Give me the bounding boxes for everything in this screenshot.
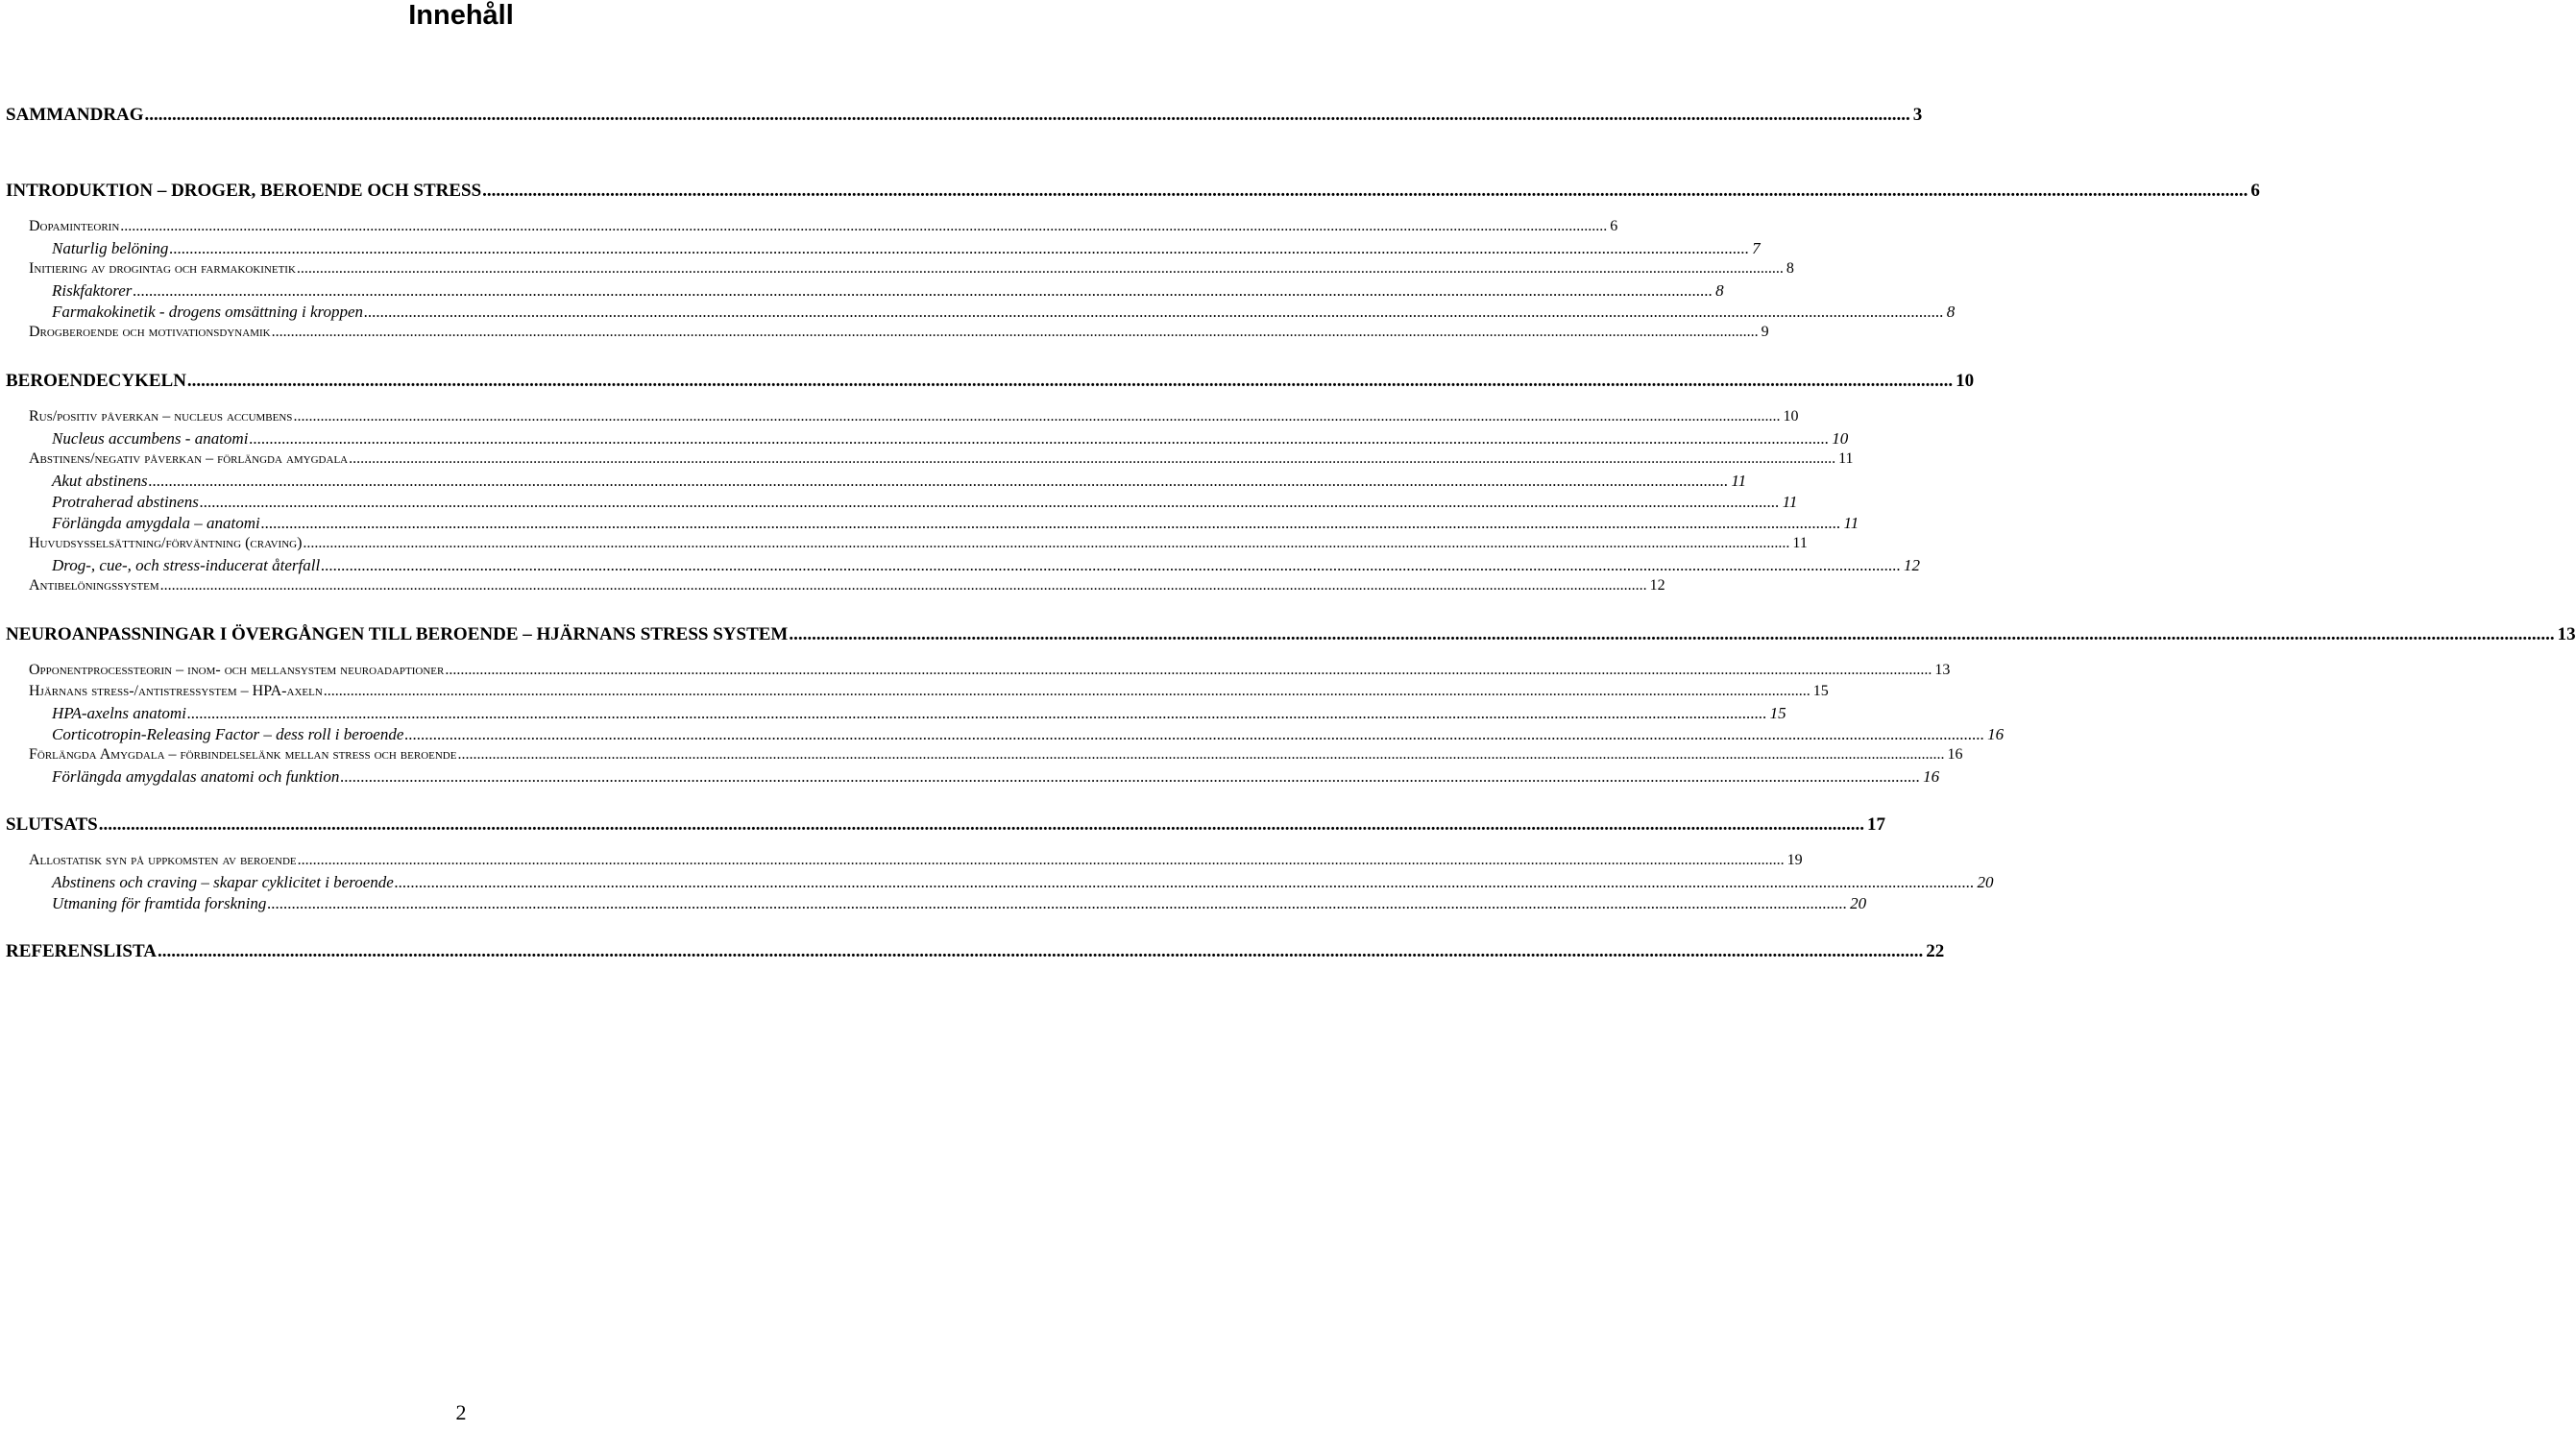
toc-entry[interactable] xyxy=(0,535,1808,552)
toc-entry-page: 11 xyxy=(1838,450,1854,467)
toc-entry-title: Riskfaktorer xyxy=(52,281,133,300)
toc-entry[interactable] xyxy=(0,493,1798,512)
toc-entry[interactable] xyxy=(0,683,1829,700)
toc-entry[interactable] xyxy=(0,371,1975,392)
toc-dot-leader xyxy=(349,450,1835,468)
toc-dot-leader xyxy=(200,493,1780,512)
toc-entry[interactable] xyxy=(0,852,1803,869)
toc-entry[interactable] xyxy=(0,814,1886,836)
toc-entry-title: Dopaminteorin xyxy=(29,218,120,234)
toc-entry[interactable] xyxy=(0,514,1859,533)
toc-entry[interactable] xyxy=(0,260,1794,278)
toc-entry-page: 12 xyxy=(1903,556,1920,574)
toc-dot-leader xyxy=(249,429,1829,449)
toc-entry-title: Akut abstinens xyxy=(52,472,148,490)
toc-dot-leader xyxy=(404,725,1984,744)
toc-entry-title: REFERENSLISTA xyxy=(6,941,157,961)
toc-entry-title: Förlängda amygdalas anatomi och funktion xyxy=(52,767,340,786)
toc-entry-page: 13 xyxy=(1934,662,1951,678)
toc-entry-page: 6 xyxy=(1610,218,1618,234)
page-title: Innehåll xyxy=(408,0,514,31)
toc-entry-page: 6 xyxy=(2250,181,2260,201)
toc-entry[interactable] xyxy=(0,218,1618,235)
toc-entry-title: Initiering av drogintag och farmakokinetik xyxy=(29,260,296,277)
toc-dot-leader xyxy=(293,408,1780,425)
toc-entry-page: 12 xyxy=(1649,577,1665,594)
toc-entry-title: INTRODUKTION – DROGER, BEROENDE OCH STRESS xyxy=(6,181,482,201)
toc-dot-leader xyxy=(149,472,1729,491)
toc-entry-page: 10 xyxy=(1956,371,1975,391)
toc-entry-page: 20 xyxy=(1977,873,1994,891)
toc-entry-page: 22 xyxy=(1926,941,1945,961)
toc-entry-title: Antibelöningssystem xyxy=(29,577,159,594)
toc-entry[interactable] xyxy=(0,873,1994,892)
toc-entry-title: HPA-axelns anatomi xyxy=(52,704,186,722)
toc-entry[interactable] xyxy=(0,662,1951,679)
toc-entry-page: 16 xyxy=(1987,725,2005,743)
toc-dot-leader xyxy=(187,371,1953,392)
toc-dot-leader xyxy=(120,218,1607,235)
toc-dot-leader xyxy=(445,662,1932,679)
toc-entry-page: 16 xyxy=(1923,767,1940,786)
toc-entry-page: 10 xyxy=(1783,408,1799,425)
toc-entry[interactable] xyxy=(0,181,2260,202)
toc-entry-title: Förlängda Amygdala – förbindelselänk mellan stress och beroende xyxy=(29,746,457,763)
toc-entry-title: SAMMANDRAG xyxy=(6,105,144,125)
toc-entry-page: 17 xyxy=(1867,814,1886,835)
toc-entry-title: Farmakokinetik - drogens omsättning i kroppen xyxy=(52,303,364,321)
page-number: 2 xyxy=(455,1400,467,1424)
toc-entry[interactable] xyxy=(0,324,1769,341)
toc-dot-leader xyxy=(272,324,1759,341)
toc-dot-leader xyxy=(457,746,1944,764)
toc-dot-leader xyxy=(321,556,1901,575)
toc-entry-page: 10 xyxy=(1832,429,1849,448)
toc-entry-title: BEROENDECYKELN xyxy=(6,371,186,391)
toc-dot-leader xyxy=(324,683,1810,700)
toc-dot-leader xyxy=(133,281,1713,301)
toc-dot-leader xyxy=(261,514,1841,533)
toc-entry-title: Drogberoende och motivationsdynamik xyxy=(29,324,271,340)
toc-entry-title: NEUROANPASSNINGAR I ÖVERGÅNGEN TILL BEROENDE – HJÄRNANS STRESS SYSTEM xyxy=(6,624,789,644)
toc-entry-title: Nucleus accumbens - anatomi xyxy=(52,429,249,448)
toc-entry-page: 20 xyxy=(1850,894,1867,912)
toc-entry[interactable] xyxy=(0,894,1867,913)
toc-dot-leader xyxy=(99,814,1864,836)
toc-entry[interactable] xyxy=(0,408,1799,425)
toc-entry-title: Rus/positiv påverkan – nucleus accumbens xyxy=(29,408,293,425)
toc-dot-leader xyxy=(169,239,1749,258)
toc-dot-leader xyxy=(298,852,1785,869)
toc-dot-leader xyxy=(187,704,1767,723)
toc-entry-page: 11 xyxy=(1843,514,1859,532)
toc-entry-page: 13 xyxy=(2557,624,2576,644)
toc-entry[interactable] xyxy=(0,767,1940,787)
toc-entry[interactable] xyxy=(0,239,1761,258)
toc-entry[interactable] xyxy=(0,472,1747,491)
toc-dot-leader xyxy=(160,577,1647,595)
toc-entry-title: Huvudsysselsättning/förväntning (craving) xyxy=(29,535,303,551)
toc-entry[interactable] xyxy=(0,556,1920,575)
toc-dot-leader xyxy=(267,894,1847,913)
toc-entry[interactable] xyxy=(0,303,1956,322)
toc-entry[interactable] xyxy=(0,746,1963,764)
toc-dot-leader xyxy=(303,535,1789,552)
toc-entry-title: Corticotropin-Releasing Factor – dess roll i beroende xyxy=(52,725,404,743)
toc-entry-title: Allostatisk syn på uppkomsten av beroende xyxy=(29,852,297,868)
toc-entry-title: Protraherad abstinens xyxy=(52,493,199,511)
toc-dot-leader xyxy=(145,105,1910,126)
toc-dot-leader xyxy=(297,260,1784,278)
toc-dot-leader xyxy=(364,303,1944,322)
toc-entry[interactable] xyxy=(0,281,1724,301)
toc-entry-title: SLUTSATS xyxy=(6,814,98,835)
toc-entry-page: 8 xyxy=(1946,303,1956,321)
toc-entry-page: 15 xyxy=(1812,683,1829,699)
toc-entry[interactable] xyxy=(0,704,1786,723)
toc-entry-page: 16 xyxy=(1947,746,1963,763)
toc-dot-leader xyxy=(482,181,2248,202)
toc-entry-page: 3 xyxy=(1912,105,1923,125)
toc-dot-leader xyxy=(158,941,1923,962)
toc-entry-title: Hjärnans stress-/antistressystem – HPA-axeln xyxy=(29,683,323,699)
toc-entry-page: 9 xyxy=(1761,324,1769,340)
toc-entry-page: 15 xyxy=(1769,704,1786,722)
toc-entry[interactable] xyxy=(0,105,1923,126)
toc-entry[interactable] xyxy=(0,429,1849,449)
toc-entry[interactable] xyxy=(0,624,2576,645)
toc-entry-title: Naturlig belöning xyxy=(52,239,169,257)
toc-dot-leader xyxy=(395,873,1975,892)
toc-entry-title: Förlängda amygdala – anatomi xyxy=(52,514,260,532)
toc-entry-title: Abstinens och craving – skapar cyklicitet i beroende xyxy=(52,873,394,891)
toc-entry-page: 8 xyxy=(1786,260,1794,277)
toc-entry-title: Utmaning för framtida forskning xyxy=(52,894,267,912)
toc-entry-title: Opponentprocessteorin – inom- och mellansystem neuroadaptioner xyxy=(29,662,445,678)
toc-entry-title: Drog-, cue-, och stress-inducerat återfall xyxy=(52,556,321,574)
toc-entry-page: 11 xyxy=(1731,472,1747,490)
toc-entry-page: 11 xyxy=(1782,493,1798,511)
toc-entry-page: 11 xyxy=(1792,535,1808,551)
toc-dot-leader xyxy=(789,624,2554,645)
toc-entry[interactable] xyxy=(0,725,2005,744)
toc-entry-page: 8 xyxy=(1715,281,1724,300)
toc-entry-page: 7 xyxy=(1752,239,1761,257)
toc-entry-page: 19 xyxy=(1786,852,1803,868)
toc-dot-leader xyxy=(340,767,1920,787)
toc-entry[interactable] xyxy=(0,941,1945,962)
toc-entry[interactable] xyxy=(0,577,1665,595)
toc-entry-title: Abstinens/negativ påverkan – förlängda amygdala xyxy=(29,450,349,467)
toc-entry[interactable] xyxy=(0,450,1854,468)
